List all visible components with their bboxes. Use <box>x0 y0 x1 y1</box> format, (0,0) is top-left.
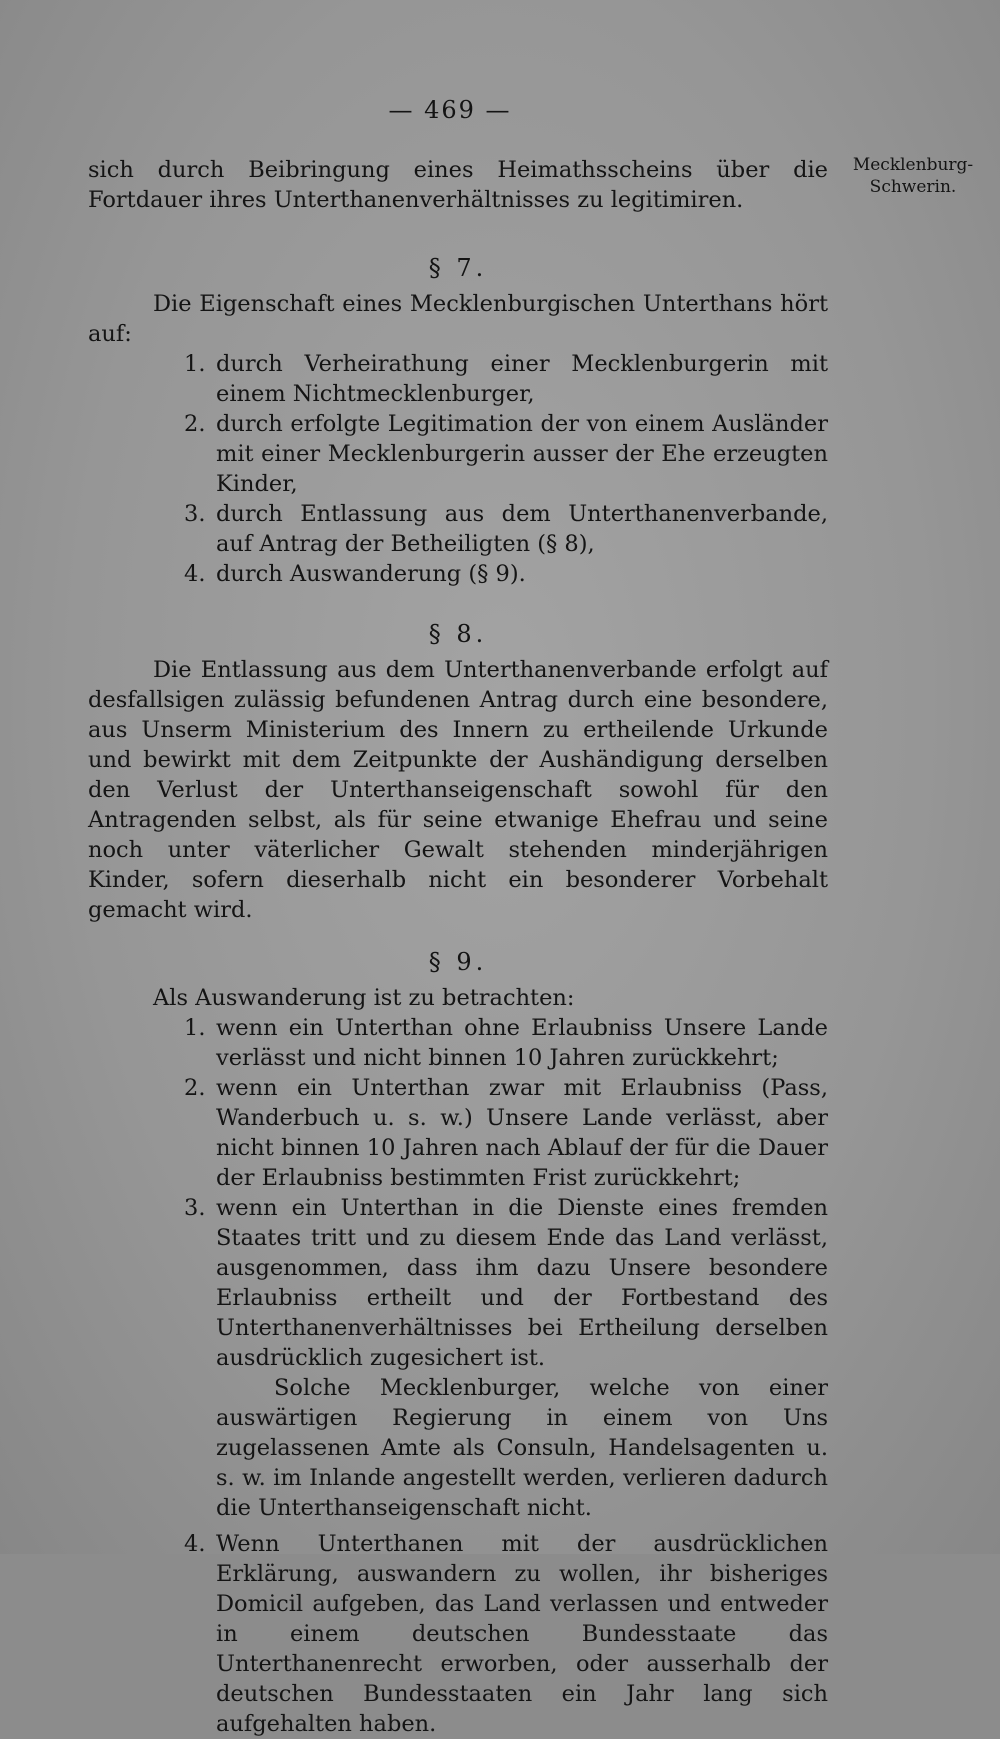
item-text: durch Verheirathung einer Mecklenburgerin mit einem Nichtmecklenburger, <box>216 351 828 407</box>
page-number: — 469 — <box>388 96 512 124</box>
margin-note-line-1: Mecklenburg- <box>852 155 974 175</box>
item-number: 3. <box>184 501 206 527</box>
margin-note-line-2: Schwerin. <box>869 177 957 197</box>
item-number: 1. <box>184 351 206 377</box>
item-text: Wenn Unterthanen mit der ausdrücklichen Erklärung, auswandern zu wollen, ihr bisheriges Domicil aufgeben, das Land verlassen und entweder in einem deutschen Bundesstaate das Unterthanenrecht erworben, oder ausserhalb der deutschen Bundesstaaten ein Jahr lang sich aufgehalten haben. <box>216 1531 828 1737</box>
section-7-heading: § 7. <box>428 254 488 282</box>
list-item <box>88 349 828 409</box>
list-item <box>88 409 828 499</box>
item-number: 3. <box>184 1195 206 1221</box>
section-9-note: Solche Mecklenburger, welche von einer auswärtigen Regierung in einem von Uns zugelassenen Amte als Consuln, Handelsagenten u. s. w. im Inlande angestellt werden, verlieren dadurch die Unterthanseigenschaft nicht. <box>216 1375 828 1521</box>
item-number: 2. <box>184 411 206 437</box>
item-text: wenn ein Unterthan ohne Erlaubniss Unsere Lande verlässt und nicht binnen 10 Jahren zurückkehrt; <box>216 1015 828 1071</box>
item-text: wenn ein Unterthan in die Dienste eines fremden Staates tritt und zu diesem Ende das Land verlässt, ausgenommen, dass ihm dazu Unsere besondere Erlaubniss ertheilt und der Fortbestand des Unterthanenverhältnisses bei Ertheilung derselben ausdrücklich zugesichert ist. <box>216 1195 828 1371</box>
section-7-lead: Die Eigenschaft eines Mecklenburgischen Unterthans hört auf: <box>88 291 828 347</box>
intro-paragraph: sich durch Beibringung eines Heimathsscheins über die Fortdauer ihres Unterthanenverhältnisses zu legitimiren. <box>88 157 828 213</box>
item-number: 1. <box>184 1015 206 1041</box>
item-text: durch erfolgte Legitimation der von einem Ausländer mit einer Mecklenburgerin ausser der Ehe erzeugten Kinder, <box>216 411 828 497</box>
item-text: durch Entlassung aus dem Unterthanenverbande, auf Antrag der Betheiligten (§ 8), <box>216 501 828 557</box>
item-number: 4. <box>184 561 206 587</box>
list-item <box>88 1013 828 1073</box>
list-item <box>88 1529 828 1739</box>
item-text: wenn ein Unterthan zwar mit Erlaubniss (Pass, Wanderbuch u. s. w.) Unsere Lande verlässt, aber nicht binnen 10 Jahren nach Ablauf der für die Dauer der Erlaubniss bestimmten Frist zurückkehrt; <box>216 1075 828 1191</box>
margin-note <box>838 154 988 198</box>
section-8-heading: § 8. <box>428 620 488 648</box>
list-item <box>88 1193 828 1373</box>
list-item <box>88 559 828 589</box>
list-item <box>88 1073 828 1193</box>
section-9-lead: Als Auswanderung ist zu betrachten: <box>153 985 575 1011</box>
document-body <box>88 155 828 1739</box>
section-9-heading: § 9. <box>428 948 488 976</box>
item-number: 4. <box>184 1531 206 1557</box>
item-number: 2. <box>184 1075 206 1101</box>
item-text: durch Auswanderung (§ 9). <box>216 561 526 587</box>
section-8-paragraph: Die Entlassung aus dem Unterthanenverbande erfolgt auf desfallsigen zulässig befundenen Antrag durch eine besondere, aus Unserm Ministerium des Innern zu ertheilende Urkunde und bewirkt mit dem Zeitpunkte der Aushändigung derselben den Verlust der Unterthanseigenschaft sowohl für den Antragenden selbst, als für seine etwanige Ehefrau und seine noch unter väterlicher Gewalt stehenden minderjährigen Kinder, sofern dieserhalb nicht ein besonderer Vorbehalt gemacht wird. <box>88 657 828 923</box>
list-item <box>88 499 828 559</box>
